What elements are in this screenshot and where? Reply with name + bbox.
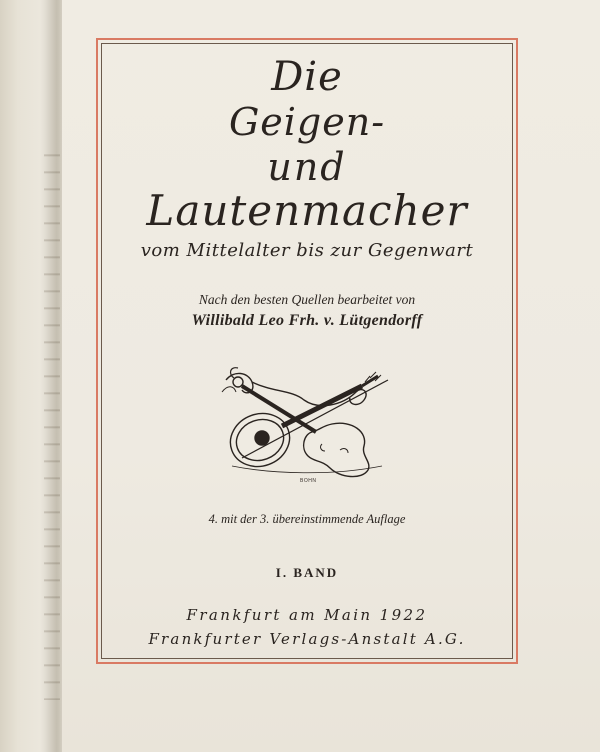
subtitle: vom Mittelalter bis zur Gegenwart [140, 240, 474, 261]
author-name: Willibald Leo Frh. v. Lütgendorff [191, 312, 423, 329]
title-line-1: Die [271, 54, 343, 100]
artist-signature: BOHN [300, 478, 317, 484]
violin-and-lute-emblem-icon [212, 362, 412, 482]
imprint-publisher: Frankfurter Verlags-Anstalt A.G. [148, 630, 466, 648]
edition-note: 4. mit der 3. übereinstimmende Auflage [208, 512, 406, 526]
imprint-place-year: Frankfurt am Main 1922 [186, 606, 428, 624]
byline: Nach den besten Quellen bearbeitet von [198, 292, 416, 307]
volume-label: I. BAND [275, 565, 339, 580]
title-line-3: und [267, 145, 347, 189]
title-line-2: Geigen- [228, 100, 386, 144]
title-line-4: Lautenmacher [146, 186, 468, 235]
